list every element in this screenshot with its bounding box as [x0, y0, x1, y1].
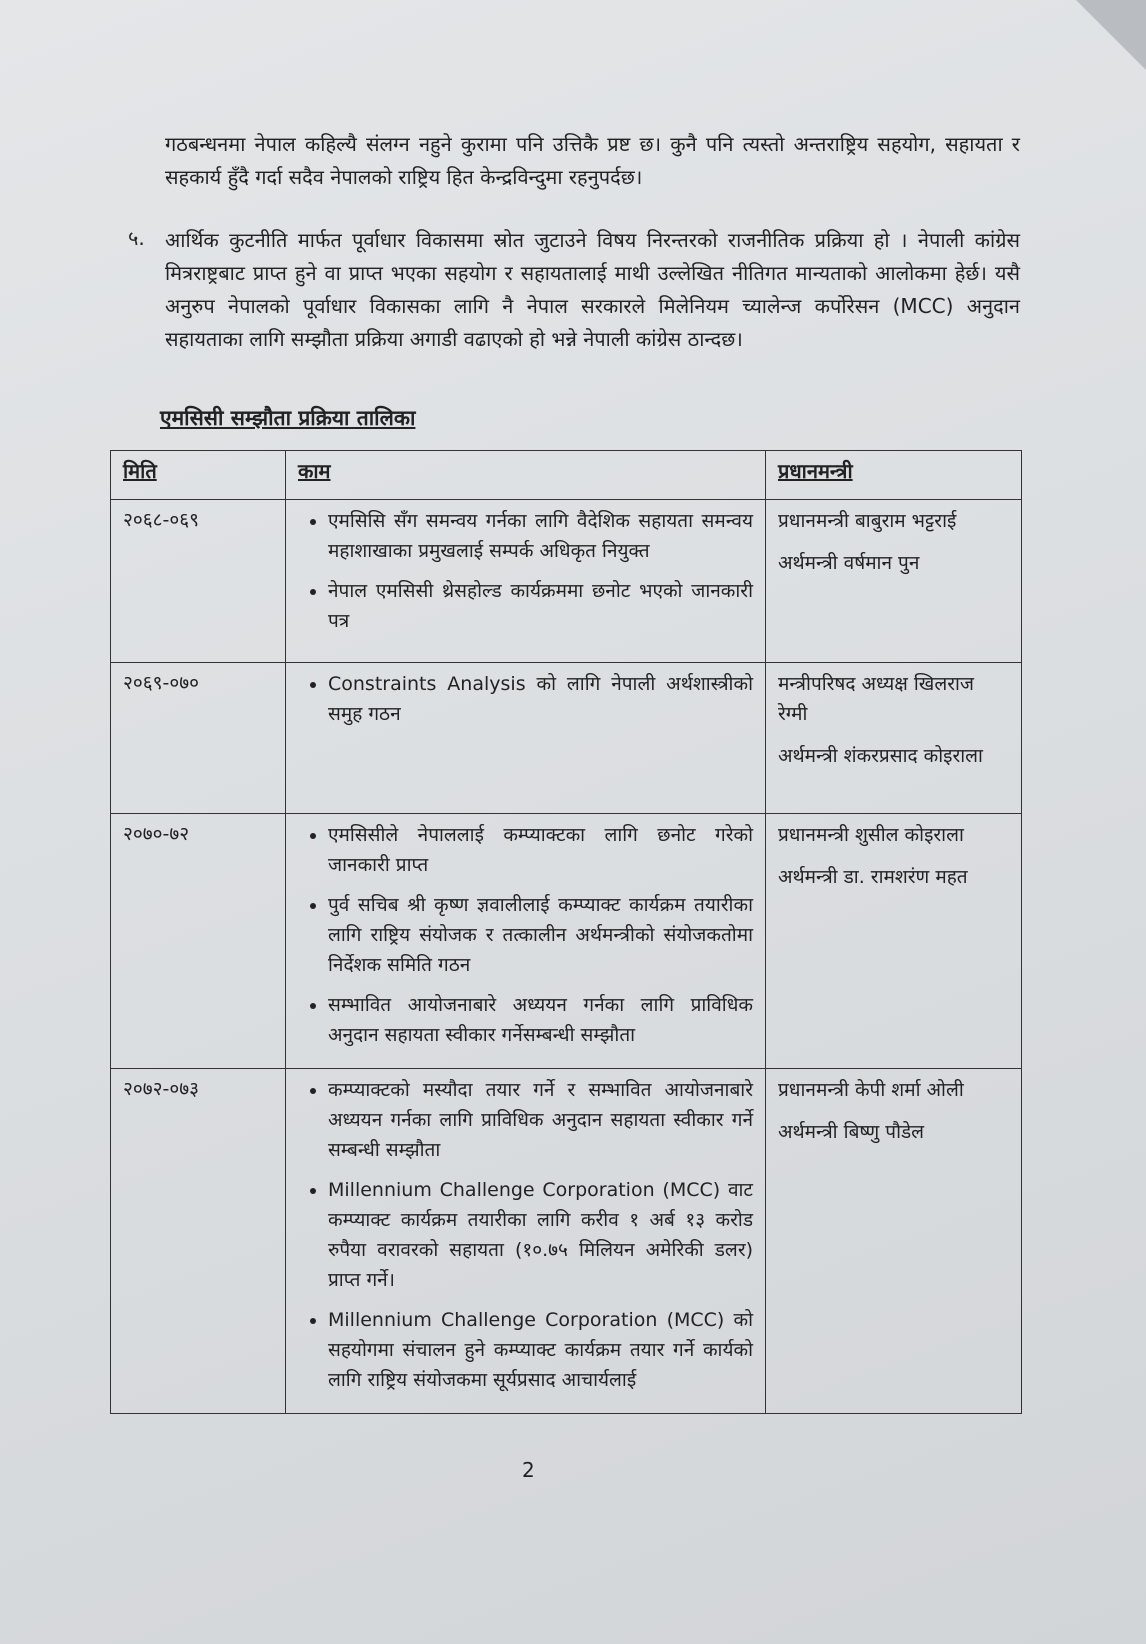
- date-cell: २०७०-७२: [111, 814, 286, 1069]
- work-item: • एमसिसीले नेपाललाई कम्प्याक्टका लागि छनोट गरेको जानकारी प्राप्त: [328, 820, 753, 880]
- table-caption: एमसिसी सम्झौता प्रक्रिया तालिका: [160, 406, 416, 430]
- table-row: [111, 1069, 1022, 1414]
- work-item: • Millennium Challenge Corporation (MCC) वाट कम्प्याक्ट कार्यक्रम तयारीका लागि करीव १ अर्ब १३ करोड रुपैया वरावरको सहायता (१०.७५ मिलियन अमेरिकी डलर) प्राप्त गर्ने।: [328, 1175, 753, 1295]
- paragraph-number: ५.: [128, 226, 145, 250]
- paragraph-continuation: गठबन्धनमा नेपाल कहिल्यै संलग्न नहुने कुरामा पनि उत्तिकै प्रष्ट छ। कुनै पनि त्यस्तो अन्तराष्ट्रिय सहयोग, सहायता र सहकार्य हुँदै गर्दा सदैव नेपालको राष्ट्रिय हित केन्द्रविन्दुमा रहनुपर्दछ।: [165, 132, 1020, 189]
- date-cell: २०७२-०७३: [111, 1069, 286, 1414]
- pm-name: प्रधानमन्त्री बाबुराम भट्टराई: [778, 510, 957, 532]
- table-row: [111, 814, 1022, 1069]
- mcc-process-table: [110, 450, 1022, 1414]
- work-item: • Millennium Challenge Corporation (MCC) को सहयोगमा संचालन हुने कम्प्याक्ट कार्यक्रम तयार गर्ने कार्यको लागि राष्ट्रिय संयोजकमा सूर्यप्रसाद आचार्यलाई: [328, 1305, 753, 1395]
- pm-cell: [766, 814, 1022, 1069]
- pm-name: मन्त्रीपरिषद अध्यक्ष खिलराज रेग्मी: [778, 673, 975, 725]
- work-item: • कम्प्याक्टको मस्यौदा तयार गर्ने र सम्भावित आयोजनाबारे अध्ययन गर्नका लागि प्राविधिक अनुदान सहायता स्वीकार गर्ने सम्बन्धी सम्झौता: [328, 1075, 753, 1165]
- header-work: काम: [286, 451, 766, 500]
- header-date: मिति: [111, 451, 286, 500]
- work-cell: [286, 1069, 766, 1414]
- header-prime-minister: प्रधानमन्त्री: [766, 451, 1022, 500]
- date-cell: २०६८-०६९: [111, 500, 286, 663]
- work-cell: [286, 500, 766, 663]
- work-item: • पुर्व सचिब श्री कृष्ण ज्ञवालीलाई कम्प्याक्ट कार्यक्रम तयारीका लागि राष्ट्रिय संयोजक र तत्कालीन अर्थमन्त्रीको संयोजकतोमा निर्देशक समिति गठन: [328, 890, 753, 980]
- work-item: • Constraints Analysis को लागि नेपाली अर्थशास्त्रीको समुह गठन: [328, 669, 753, 729]
- work-cell: [286, 663, 766, 814]
- pm-cell: [766, 500, 1022, 663]
- page-number: 2: [522, 1458, 535, 1482]
- finance-minister-name: अर्थमन्त्री शंकरप्रसाद कोइराला: [778, 745, 983, 767]
- table-row: [111, 500, 1022, 663]
- pm-name: प्रधानमन्त्री शुसील कोइराला: [778, 824, 964, 846]
- pm-cell: [766, 663, 1022, 814]
- date-cell: २०६९-०७०: [111, 663, 286, 814]
- work-item: • एमसिसि सँग समन्वय गर्नका लागि वैदेशिक सहायता समन्वय महाशाखाका प्रमुखलाई सम्पर्क अधिकृत नियुक्त: [328, 506, 753, 566]
- pm-cell: [766, 1069, 1022, 1414]
- finance-minister-name: अर्थमन्त्री डा. रामशरंण महत: [778, 866, 968, 888]
- page-corner-shadow: [1076, 0, 1146, 70]
- work-item: • नेपाल एमसिसी थ्रेसहोल्ड कार्यक्रममा छनोट भएको जानकारी पत्र: [328, 576, 753, 636]
- work-cell: [286, 814, 766, 1069]
- pm-name: प्रधानमन्त्री केपी शर्मा ओली: [778, 1079, 964, 1101]
- table-header-row: [111, 451, 1022, 500]
- finance-minister-name: अर्थमन्त्री बिष्णु पौडेल: [778, 1121, 925, 1143]
- paragraph-economic-diplomacy: आर्थिक कुटनीति मार्फत पूर्वाधार विकासमा स्रोत जुटाउने विषय निरन्तरको राजनीतिक प्रक्रिया हो । नेपाली कांग्रेस मित्रराष्ट्रबाट प्राप्त हुने वा प्राप्त भएका सहयोग र सहायतालाई माथी उल्लेखित नीतिगत मान्यताको आलोकमा हेर्छ। यसै अनुरुप नेपालको पूर्वाधार विकासका लागि नै नेपाल सरकारले मिलेनियम च्यालेन्ज कर्पोरेसन (MCC) अनुदान सहायताका लागि सम्झौता प्रक्रिया अगाडी वढाएको हो भन्ने नेपाली कांग्रेस ठान्दछ।: [165, 228, 1020, 351]
- table-row: [111, 663, 1022, 814]
- work-item: • सम्भावित आयोजनाबारे अध्ययन गर्नका लागि प्राविधिक अनुदान सहायता स्वीकार गर्नेसम्बन्धी सम्झौता: [328, 990, 753, 1050]
- finance-minister-name: अर्थमन्त्री वर्षमान पुन: [778, 552, 920, 574]
